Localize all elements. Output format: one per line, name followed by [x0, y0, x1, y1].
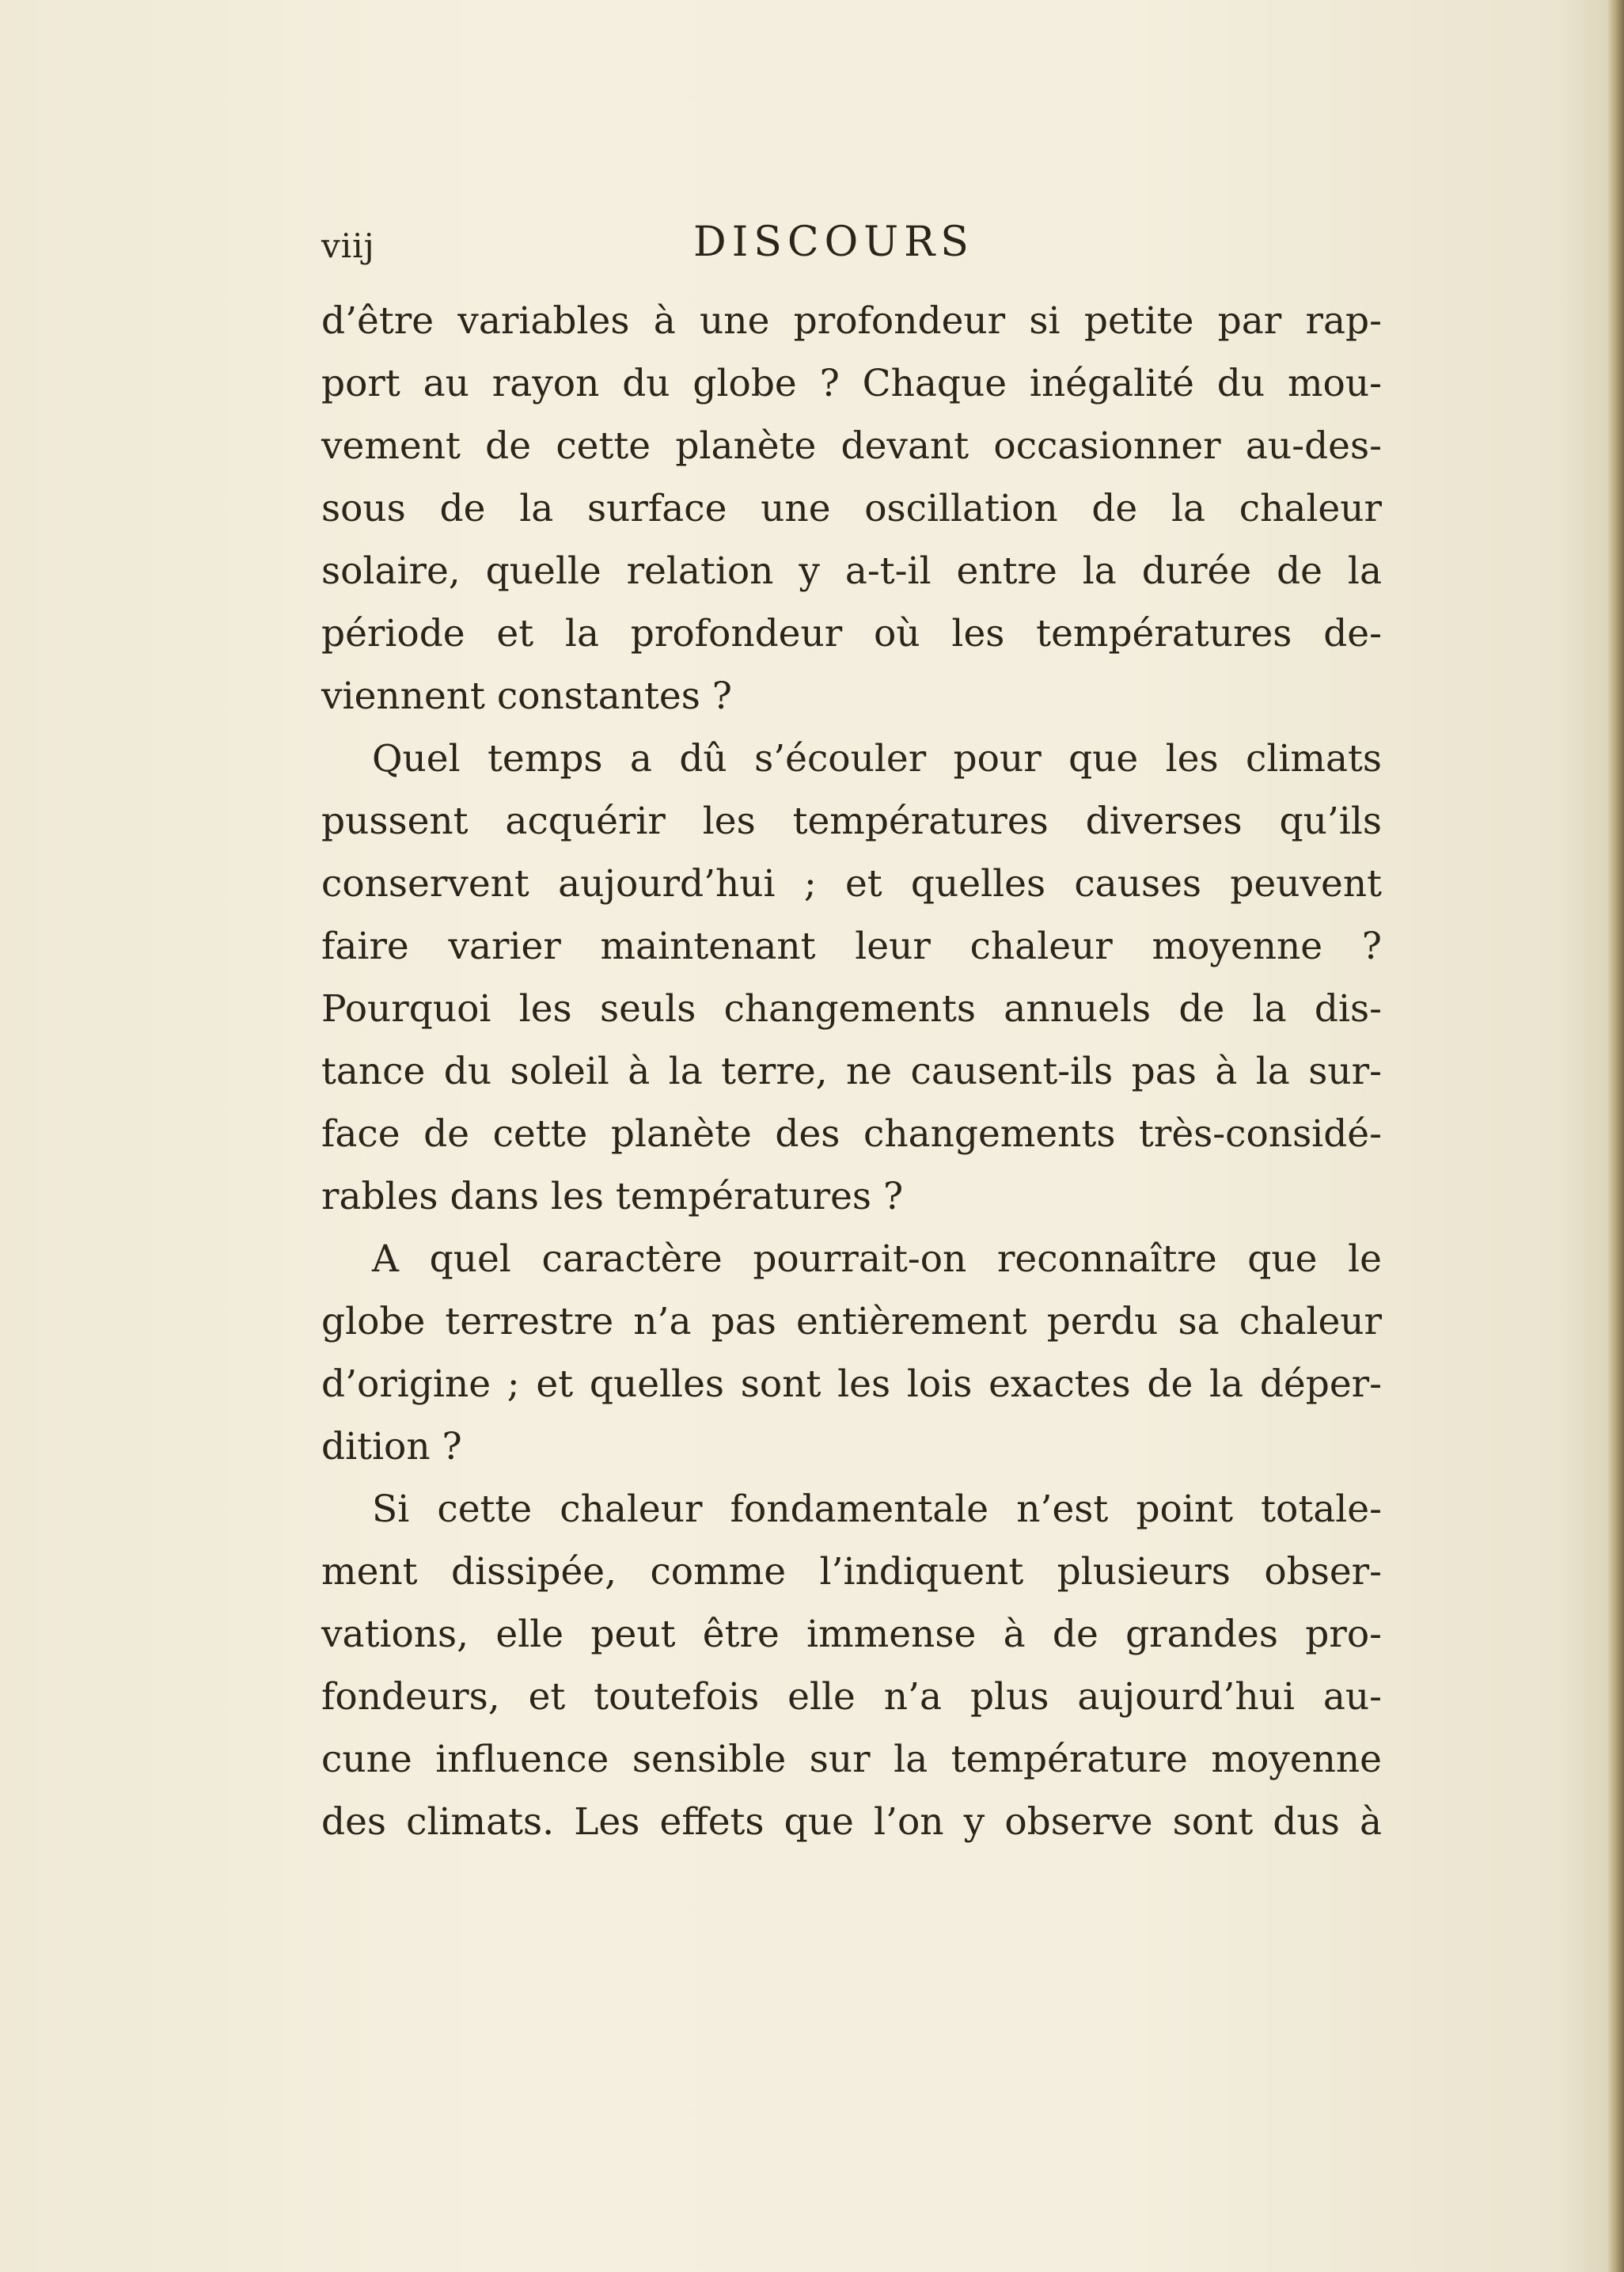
running-head	[321, 218, 1382, 282]
text-line: vations, elle peut être immense à de grandes pro-	[321, 1613, 1382, 1656]
text-line: faire varier maintenant leur chaleur moyenne ?	[321, 925, 1382, 968]
text-line: dition ?	[321, 1425, 462, 1468]
text-line: Si cette chaleur fondamentale n’est point totale-	[372, 1487, 1382, 1531]
page-number: viij	[321, 226, 375, 265]
text-line: A quel caractère pourrait-on reconnaître que le	[372, 1237, 1382, 1281]
text-line: viennent constantes ?	[321, 674, 732, 718]
page-edge	[1608, 0, 1624, 2272]
text-line: vement de cette planète devant occasionner au-des-	[321, 424, 1382, 468]
text-line: fondeurs, et toutefois elle n’a plus aujourd’hui au-	[321, 1675, 1382, 1719]
text-line: Pourquoi les seuls changements annuels de la dis-	[321, 987, 1382, 1031]
text-line: pussent acquérir les températures diverses qu’ils	[321, 800, 1382, 843]
text-line: d’origine ; et quelles sont les lois exactes de la déper-	[321, 1362, 1382, 1406]
text-line: cune influence sensible sur la température moyenne	[321, 1738, 1382, 1781]
running-title: DISCOURS	[693, 218, 974, 266]
text-line: globe terrestre n’a pas entièrement perdu sa chaleur	[321, 1300, 1382, 1343]
text-line: port au rayon du globe ? Chaque inégalité du mou-	[321, 362, 1382, 405]
text-line: des climats. Les effets que l’on y observe sont dus à	[321, 1800, 1382, 1844]
body-text	[321, 290, 1382, 1853]
text-line: face de cette planète des changements très-considé-	[321, 1112, 1382, 1156]
text-line: d’être variables à une profondeur si petite par rap-	[321, 299, 1382, 343]
text-line: conservent aujourd’hui ; et quelles causes peuvent	[321, 862, 1382, 906]
text-line: période et la profondeur où les températures de-	[321, 612, 1382, 655]
text-line: sous de la surface une oscillation de la chaleur	[321, 487, 1382, 530]
text-line: ment dissipée, comme l’indiquent plusieurs obser-	[321, 1550, 1382, 1594]
text-line: rables dans les températures ?	[321, 1175, 904, 1218]
text-line: solaire, quelle relation y a-t-il entre la durée de la	[321, 549, 1382, 593]
text-line: tance du soleil à la terre, ne causent-ils pas à la sur-	[321, 1050, 1382, 1093]
text-line: Quel temps a dû s’écouler pour que les climats	[372, 737, 1382, 781]
